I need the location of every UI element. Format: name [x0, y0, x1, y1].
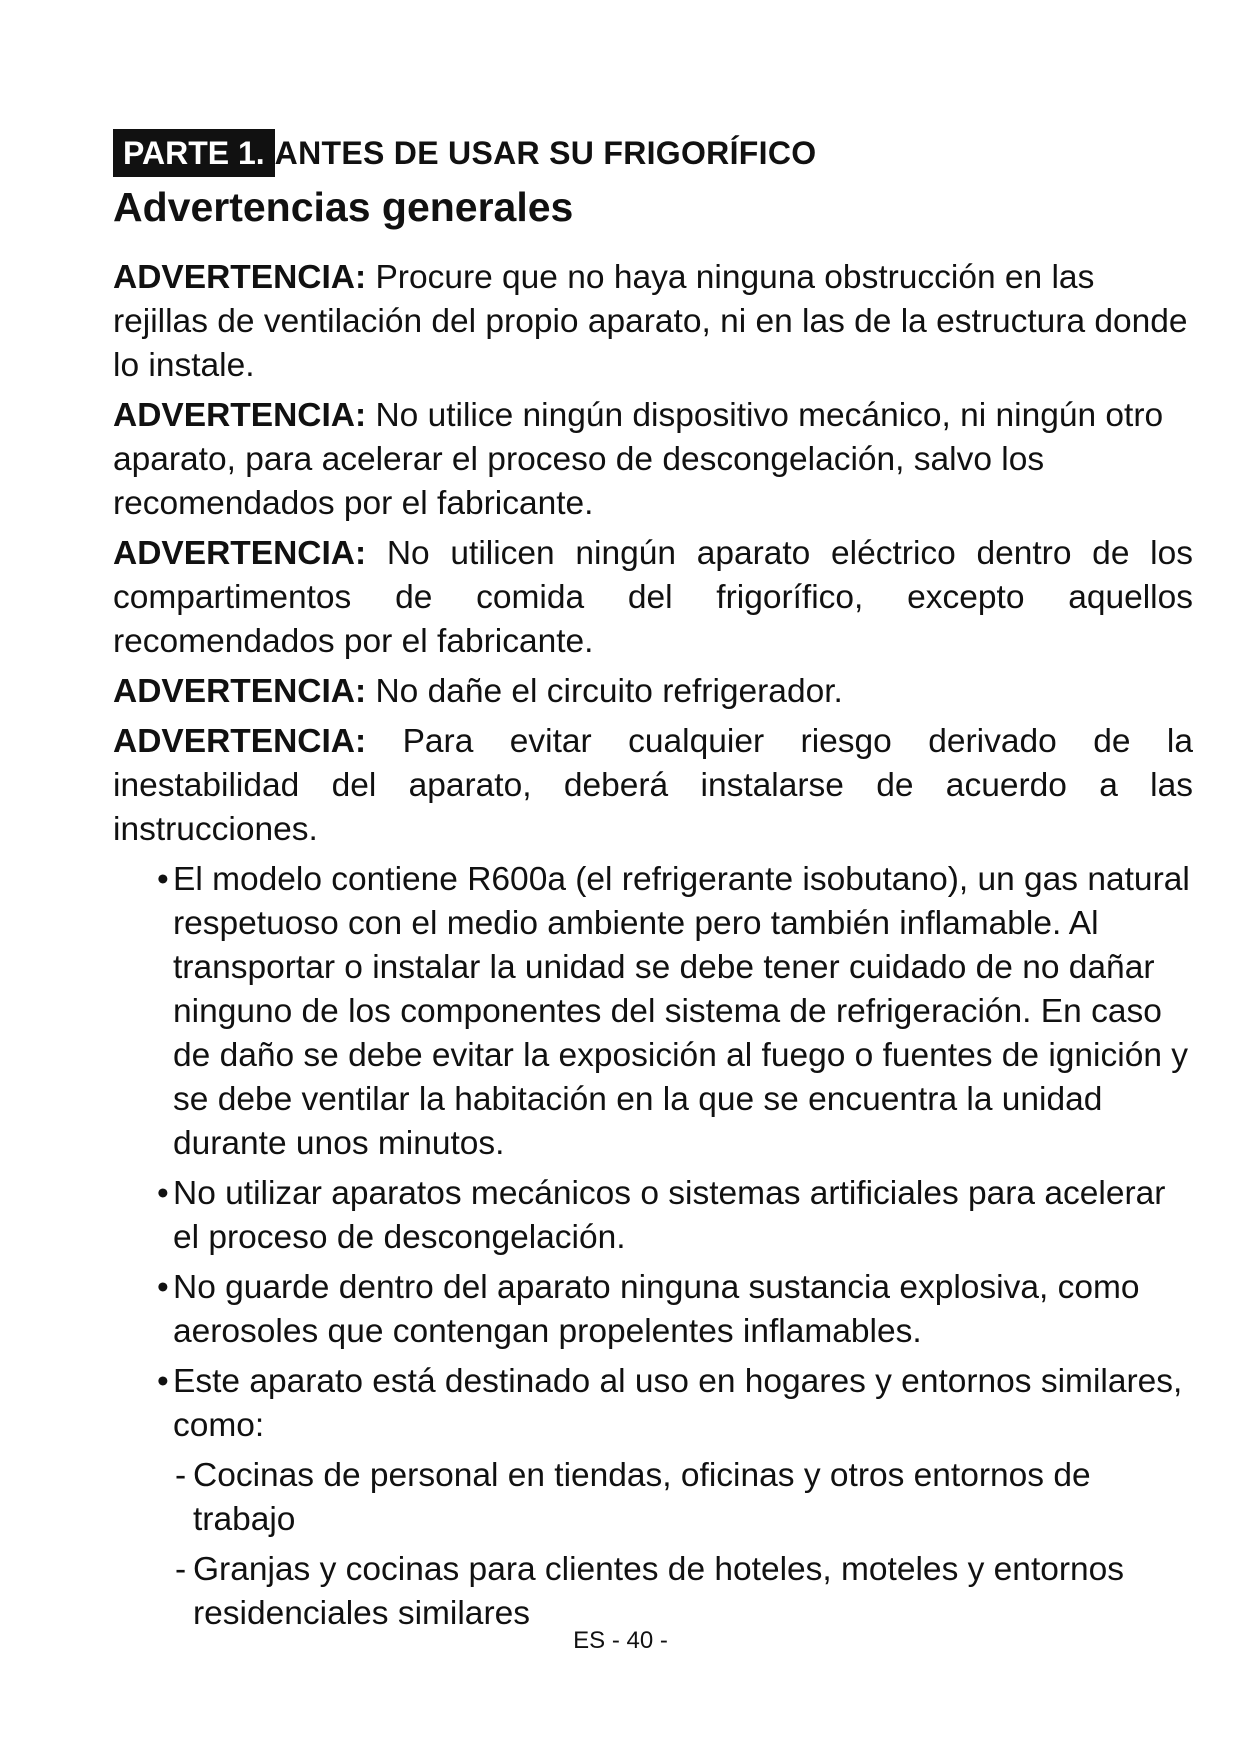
warning-text: No dañe el circuito refrigerador. [375, 673, 843, 710]
sub-list-item-text: Granjas y cocinas para clientes de hoteles, moteles y entornos residenciales similares [193, 1551, 1125, 1632]
part-title: ANTES DE USAR SU FRIGORÍFICO [274, 135, 817, 171]
list-item: • No utilizar aparatos mecánicos o sistemas artificiales para acelerar el proceso de descongelación. [113, 1172, 1193, 1260]
warning-paragraph [113, 532, 1193, 664]
list-item-text: No guarde dentro del aparato ninguna sustancia explosiva, como aerosoles que contengan propelentes inflamables. [173, 1269, 1140, 1350]
list-item: • Este aparato está destinado al uso en hogares y entornos similares, como: [113, 1360, 1193, 1448]
warning-label: ADVERTENCIA: [113, 723, 367, 760]
list-item-text: Este aparato está destinado al uso en hogares y entornos similares, como: [173, 1363, 1183, 1444]
warning-text: No utilicen ningún aparato eléctrico dentro de los compartimentos de comida del frigorífico, excepto aquellos recomendados por el fabricante. [113, 535, 1193, 660]
sub-list [113, 1454, 1193, 1636]
bullet-list [113, 858, 1193, 1448]
warning-label: ADVERTENCIA: [113, 259, 367, 296]
sub-list-item-text: Cocinas de personal en tiendas, oficinas y otros entornos de trabajo [193, 1457, 1091, 1538]
warning-label: ADVERTENCIA: [113, 397, 367, 434]
document-body [113, 256, 1193, 1642]
sub-list-item: - Cocinas de personal en tiendas, oficinas y otros entornos de trabajo [175, 1457, 1091, 1538]
part-badge: PARTE 1. [113, 129, 275, 177]
section-header [113, 128, 816, 178]
sub-list-item: - Granjas y cocinas para clientes de hoteles, moteles y entornos residenciales similares [175, 1551, 1125, 1632]
page-heading: Advertencias generales [113, 184, 574, 230]
page-number: ES - 40 - [573, 1627, 668, 1654]
warning-paragraph [113, 394, 1193, 526]
warning-paragraph [113, 670, 1193, 714]
warning-label: ADVERTENCIA: [113, 673, 367, 710]
list-item: • El modelo contiene R600a (el refrigerante isobutano), un gas natural respetuoso con el medio ambiente pero también inflamable. Al transportar o instalar la unidad se debe tener cuidado de no dañar ninguno de los componentes del sistema de refrigeración. En caso de daño se debe evitar la exposición al fuego o fuentes de ignición y se debe ventilar la habitación en la que se encuentra la unidad durante unos minutos. [113, 858, 1193, 1166]
list-item: • No guarde dentro del aparato ninguna sustancia explosiva, como aerosoles que contengan propelentes inflamables. [113, 1266, 1193, 1354]
list-item-text: No utilizar aparatos mecánicos o sistemas artificiales para acelerar el proceso de descongelación. [173, 1175, 1166, 1256]
warning-text: Procure que no haya ninguna obstrucción en las rejillas de ventilación del propio aparato, ni en las de la estructura donde lo instale. [113, 259, 1188, 384]
warning-paragraph [113, 256, 1193, 388]
warning-text: Para evitar cualquier riesgo derivado de la inestabilidad del aparato, deberá instalarse de acuerdo a las instrucciones. [113, 723, 1193, 848]
warning-label: ADVERTENCIA: [113, 535, 367, 572]
warning-paragraph [113, 720, 1193, 852]
list-item-text: El modelo contiene R600a (el refrigerante isobutano), un gas natural respetuoso con el medio ambiente pero también inflamable. Al transportar o instalar la unidad se debe tener cuidado de no dañar ninguno de los componentes del sistema de refrigeración. En caso de daño se debe evitar la exposición al fuego o fuentes de ignición y se debe ventilar la habitación en la que se encuentra la unidad durante unos minutos. [173, 861, 1190, 1162]
warning-text: No utilice ningún dispositivo mecánico, ni ningún otro aparato, para acelerar el proceso de descongelación, salvo los recomendados por el fabricante. [113, 397, 1164, 522]
